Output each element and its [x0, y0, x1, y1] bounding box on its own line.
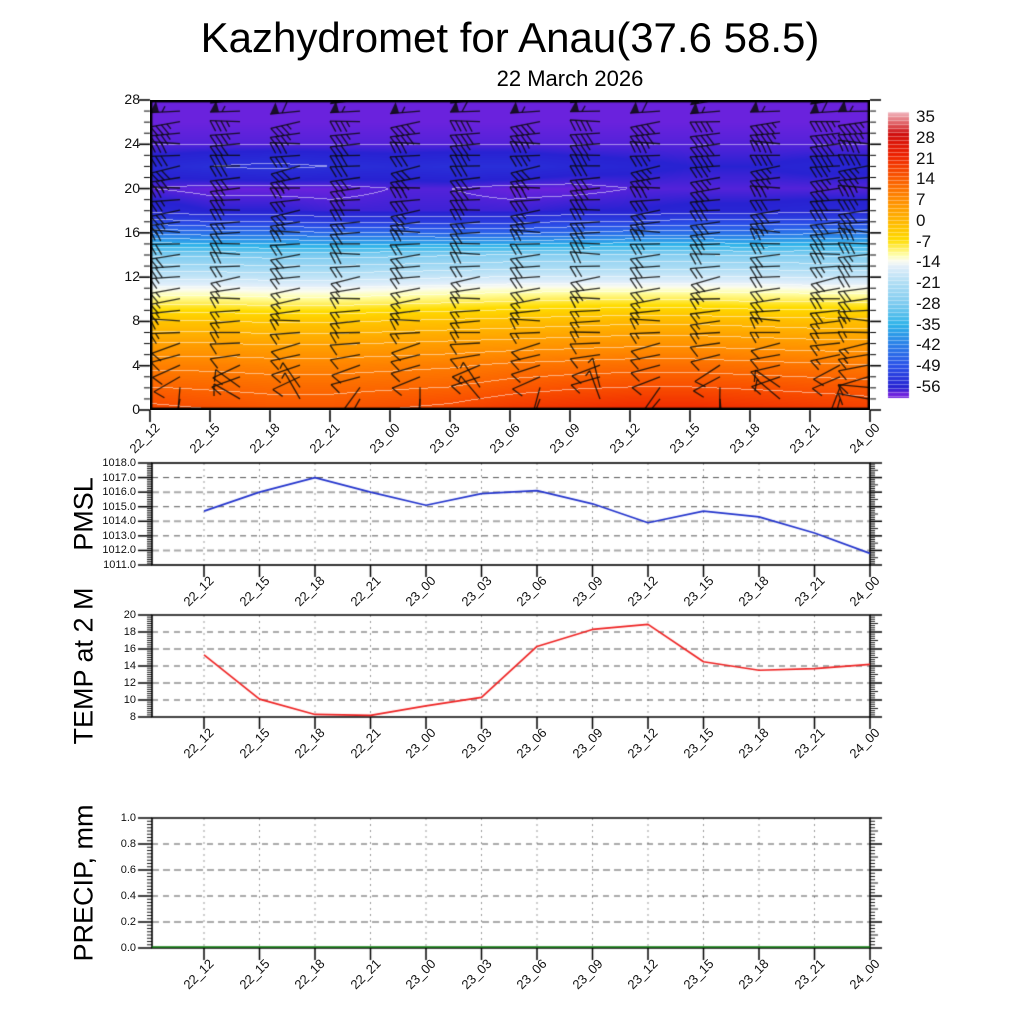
cross-y-tick-label: 8 [132, 312, 140, 329]
panel-y-tick-label: 18 [123, 626, 136, 638]
colorbar-tick-label: 21 [916, 148, 935, 168]
time-tick-label: 22_15 [186, 420, 223, 457]
time-tick-label: 23_18 [726, 420, 763, 457]
time-tick-label: 23_03 [457, 725, 495, 762]
time-tick-label: 23_00 [366, 420, 403, 457]
panel-y-tick-label: 0.0 [120, 942, 136, 954]
panel-y-tick-label: 1014.0 [102, 515, 136, 528]
cross-y-tick-label: 20 [124, 179, 140, 196]
panel-y-tick-label: 1017.0 [102, 471, 136, 484]
time-tick-label: 23_15 [679, 573, 717, 610]
panel-y-tick-label: 0.2 [120, 916, 136, 928]
colorbar-tick-label: 14 [916, 169, 935, 189]
time-tick-label: 23_12 [624, 725, 661, 762]
time-tick-label: 22_18 [291, 956, 328, 993]
time-tick-label: 23_09 [568, 725, 606, 762]
precip-axis-title: PRECIP, mm [68, 804, 99, 962]
panel-y-tick-label: 1.0 [120, 812, 136, 824]
time-tick-label: 23_18 [735, 573, 772, 610]
time-tick-label: 23_09 [546, 420, 583, 457]
colorbar-tick-label: -14 [916, 252, 941, 272]
panel-y-tick-label: 1016.0 [102, 486, 136, 499]
time-tick-label: 23_18 [735, 725, 772, 762]
panel-y-tick-label: 0.8 [120, 838, 136, 850]
time-tick-label: 22_12 [180, 725, 217, 762]
time-tick-label: 22_21 [306, 420, 343, 457]
time-tick-label: 24_00 [846, 956, 883, 993]
pmsl-axis-title: PMSL [68, 477, 99, 551]
time-tick-label: 22_12 [180, 956, 217, 993]
colorbar-tick-label: -7 [916, 231, 932, 251]
temp-axis-title: TEMP at 2 M [68, 587, 99, 745]
page-title: Kazhydromet for Anau(37.6 58.5) [200, 14, 820, 61]
time-tick-label: 23_21 [786, 420, 823, 457]
cross-y-tick-label: 16 [124, 223, 140, 240]
colorbar-tick-label: 35 [916, 107, 935, 126]
time-tick-label: 22_18 [246, 420, 283, 457]
time-tick-label: 24_00 [846, 420, 883, 457]
panel-y-tick-label: 1015.0 [102, 500, 136, 513]
panel-y-tick-label: 16 [123, 643, 136, 655]
time-tick-label: 22_12 [126, 420, 163, 457]
time-tick-label: 22_15 [235, 725, 273, 762]
time-tick-label: 24_00 [846, 573, 883, 610]
panel-y-tick-label: 1013.0 [102, 529, 136, 542]
colorbar-tick-label: 7 [916, 190, 926, 210]
time-tick-label: 23_15 [679, 956, 717, 993]
colorbar-tick-label: 0 [916, 210, 926, 230]
panel-y-tick-label: 1018.0 [102, 457, 136, 469]
time-tick-label: 24_00 [846, 725, 883, 762]
time-tick-label: 23_06 [486, 420, 523, 457]
panel-y-tick-label: 10 [123, 694, 136, 706]
panel-y-tick-label: 1012.0 [102, 544, 136, 557]
time-tick-label: 22_21 [346, 725, 384, 762]
colorbar-tick-label: -21 [916, 273, 941, 293]
time-tick-label: 23_12 [624, 956, 661, 993]
time-tick-label: 22_21 [346, 573, 384, 610]
panel-y-tick-label: 8 [129, 711, 136, 723]
cross-y-tick-label: 24 [124, 135, 140, 152]
time-tick-label: 22_18 [291, 725, 328, 762]
panel-y-tick-label: 12 [123, 677, 136, 689]
time-tick-label: 23_12 [606, 420, 643, 457]
time-tick-label: 23_03 [457, 956, 495, 993]
time-tick-label: 23_06 [513, 573, 550, 610]
cross-y-tick-label: 12 [124, 268, 140, 285]
time-tick-label: 22_21 [346, 956, 384, 993]
cross-y-tick-label: 4 [132, 356, 140, 373]
time-tick-label: 23_03 [457, 573, 495, 610]
time-tick-label: 23_03 [426, 420, 463, 457]
time-tick-label: 23_09 [568, 956, 606, 993]
colorbar-tick-label: -42 [916, 335, 941, 355]
panel-y-tick-label: 20 [123, 609, 136, 621]
colorbar-tick-label: -28 [916, 293, 941, 313]
time-tick-label: 22_12 [180, 573, 217, 610]
time-tick-label: 23_15 [679, 725, 717, 762]
panel-y-tick-label: 0.4 [120, 890, 136, 902]
time-tick-label: 23_00 [402, 956, 439, 993]
time-tick-label: 23_00 [402, 725, 439, 762]
colorbar-tick-label: -35 [916, 314, 941, 334]
cross-y-tick-label: 28 [124, 91, 140, 107]
panel-y-tick-label: 0.6 [120, 864, 136, 876]
time-tick-label: 23_06 [513, 725, 550, 762]
cross-y-tick-label: 0 [132, 401, 140, 417]
colorbar-tick-label: 28 [916, 127, 935, 147]
panel-y-tick-label: 14 [123, 660, 136, 672]
time-tick-label: 23_21 [790, 725, 828, 762]
time-tick-label: 22_15 [235, 573, 273, 610]
time-tick-label: 23_12 [624, 573, 661, 610]
time-tick-label: 23_00 [402, 573, 439, 610]
time-tick-label: 22_15 [235, 956, 273, 993]
time-tick-label: 23_15 [666, 420, 703, 457]
time-tick-label: 23_09 [568, 573, 606, 610]
colorbar-tick-label: -49 [916, 356, 941, 376]
time-tick-label: 23_21 [790, 956, 828, 993]
date-subtitle: 22 March 2026 [496, 66, 644, 91]
colorbar-tick-label: -56 [916, 377, 941, 396]
time-tick-label: 23_21 [790, 573, 828, 610]
time-tick-label: 22_18 [291, 573, 328, 610]
panel-y-tick-label: 1011.0 [103, 559, 136, 571]
time-tick-label: 23_18 [735, 956, 772, 993]
time-tick-label: 23_06 [513, 956, 550, 993]
cross-section-heatmap-canvas [150, 100, 870, 410]
